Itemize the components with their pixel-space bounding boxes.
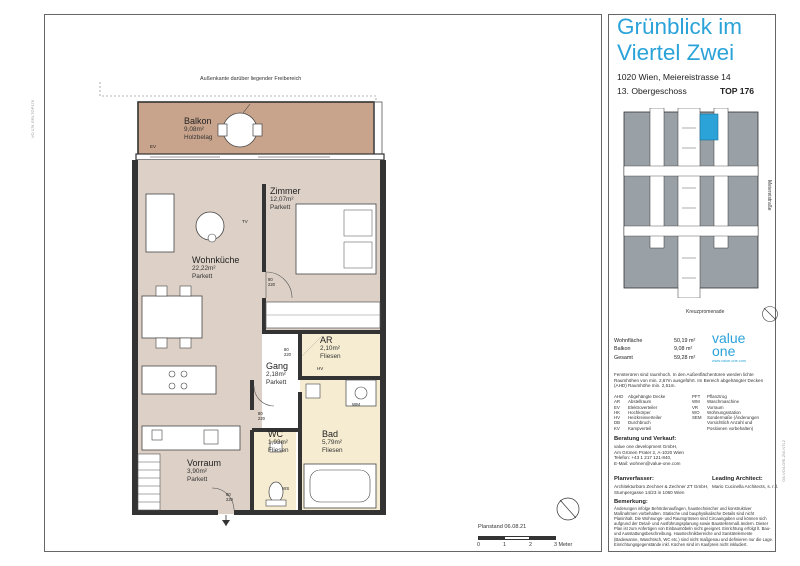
planner-heading: Planverfasser: <box>614 476 654 482</box>
room-label-vorraum <box>187 458 221 483</box>
document-code-left: VO 176-GRI-TOP176 <box>30 100 35 139</box>
mark-hv: HV <box>317 366 324 371</box>
overhang-note: Außenkante darüber liegender Freibereich <box>200 76 302 82</box>
abbreviations-left: AHD Abgehängte Decke AR Abstellraum EV Elektroverteiler HK Hochkörper HV Heizkreisverteiler DB Durchbruch KV Kampverteil <box>614 394 666 431</box>
planner-details: Architekturbüro Zechner & Zechner ZT GmbH, Stumpergasse 14/23 in 1060 Wien <box>614 484 709 495</box>
title-line: Viertel Zwei <box>617 40 735 65</box>
project-title <box>617 14 742 66</box>
area-row: Balkon 9,08 m² <box>614 346 693 353</box>
area-row: Gesamt 59,28 m² <box>614 354 696 361</box>
scale-bar <box>478 536 598 556</box>
room-size: 12,07m² <box>270 196 294 204</box>
site-plan <box>620 108 762 298</box>
floor-level: 13. Obergeschoss <box>617 86 687 96</box>
scale-tick: 3 Meter <box>554 542 573 548</box>
room-name: AR <box>320 335 333 345</box>
contact-heading: Beratung und Verkauf: <box>614 436 677 442</box>
room-size: 22,22m² <box>192 265 216 273</box>
room-size: 3,90m² <box>187 468 207 476</box>
room-name: Gang <box>266 361 289 371</box>
room-size: 2,10m² <box>320 345 340 353</box>
remarks-text: Änderungen infolge Behördenauflagen, haustechnischer und konstruktiver Maßnahmen vorbehalten. Statische und bauphysikalische Details sind nicht Planinhalt. Die Wohnungs- und Raumgrössen sind Circaangaben und können sich aufgrund der Detail- und Ausführungsplanung sowie Baustellenmaß ändern. Dieser Plan ist zum Anfertigen von Einbaumöbeln nicht geeignet. Einrichtung erfolgt lt. Bau- und Ausstattungsbeschreibung. Haustechnikbereiche und Sanitärelemente (Badewanne, Waschtisch, WC etc.) sind nicht maßgenau und definieren nur die Lage. Einrichtungsgegenstände inkl. Küchen sind im Kaufpreis nicht inkludiert. <box>614 506 774 547</box>
room-size: 5,79m² <box>322 439 342 447</box>
title-line: Grünblick im <box>617 14 743 39</box>
room-name: Bad <box>322 429 339 439</box>
room-floor: Parkett <box>192 272 213 280</box>
room-size: 9,08m² <box>184 126 204 134</box>
room-label-gang <box>266 361 288 386</box>
door-size-2: 80 220 <box>284 347 291 357</box>
room-size: 1,93m² <box>268 439 288 447</box>
scale-tick: 2 <box>529 542 532 548</box>
room-name: WC <box>268 429 283 439</box>
room-size: 2,18m² <box>266 371 286 379</box>
room-label-balkon <box>184 116 212 141</box>
abbreviations-right: PFT Pflanztrog WM Waschmaschine VR Vorraum WO Wohnungsstation SEM Sondermaße (Änderungen Vorsichtlich Anzahl und Positionen vorbehalten) <box>692 394 759 431</box>
area-summary <box>614 338 714 363</box>
mark-ev: EV <box>150 144 157 149</box>
door-size-4: 80 220 <box>226 492 233 502</box>
height-note: Fensterüren sind raumhoch. In den Außenflächentüren werden lichte Raumhöhen von min. 2,67m ausgeführt. Im Bereich abgehängter Decken (AHD) Raumhöhe min. 2,51m. <box>614 372 764 389</box>
document-code-right: G8-VO4-GRI-ZW-NTL2 <box>781 440 786 482</box>
room-name: Balkon <box>184 116 212 126</box>
room-floor: Parkett <box>270 203 291 211</box>
door-size-1: 80 220 <box>268 277 275 287</box>
street-label-right: Meiereistraße <box>766 180 772 211</box>
room-label-wc <box>268 429 289 454</box>
plan-date: Planstand 06.08.21 <box>478 524 527 530</box>
area-row: Wohnfläche 50,19 m² <box>614 338 696 344</box>
room-label-bad <box>322 429 343 454</box>
room-floor: Parkett <box>187 475 208 483</box>
scale-tick: 1 <box>503 542 506 548</box>
architect-heading: Leading Architect: <box>712 476 763 482</box>
mark-wm: WM <box>352 402 360 407</box>
room-name: Zimmer <box>270 186 301 196</box>
mark-tv: TV <box>242 219 248 224</box>
door-size-3: 80 220 <box>258 411 265 421</box>
architect-details: Mario Cucinella Architects, s. r. l. <box>712 484 779 489</box>
north-arrow-icon <box>761 305 779 323</box>
remarks-heading: Bemerkung: <box>614 499 648 505</box>
room-floor: Fliesen <box>322 446 343 454</box>
unit-highlight <box>700 114 718 140</box>
room-name: Vorraum <box>187 458 222 468</box>
mark-ws: WS <box>282 486 290 491</box>
room-label-ar <box>320 335 341 360</box>
room-floor: Fliesen <box>268 446 289 454</box>
contact-details: value one development GmbH, Am Grünen Prater 2, A-1020 Wien Telefon: +43 1 217 121-840, E-Mail: wohnen@value-one.com <box>614 444 684 466</box>
unit-number: TOP 176 <box>720 86 755 96</box>
room-label-wohnkueche <box>192 255 239 280</box>
value-one-logo: value one www.value-one.com <box>712 330 746 363</box>
address: 1020 Wien, Meiereistrasse 14 <box>617 72 731 82</box>
room-floor: Parkett <box>266 378 287 386</box>
room-name: Wohnküche <box>192 255 240 265</box>
scale-tick: 0 <box>477 542 480 548</box>
room-label-zimmer <box>270 186 301 211</box>
room-floor: Fliesen <box>320 352 341 360</box>
street-label-bottom: Kreuzpromenade <box>686 309 725 315</box>
room-floor: Holzbelag <box>184 133 213 141</box>
